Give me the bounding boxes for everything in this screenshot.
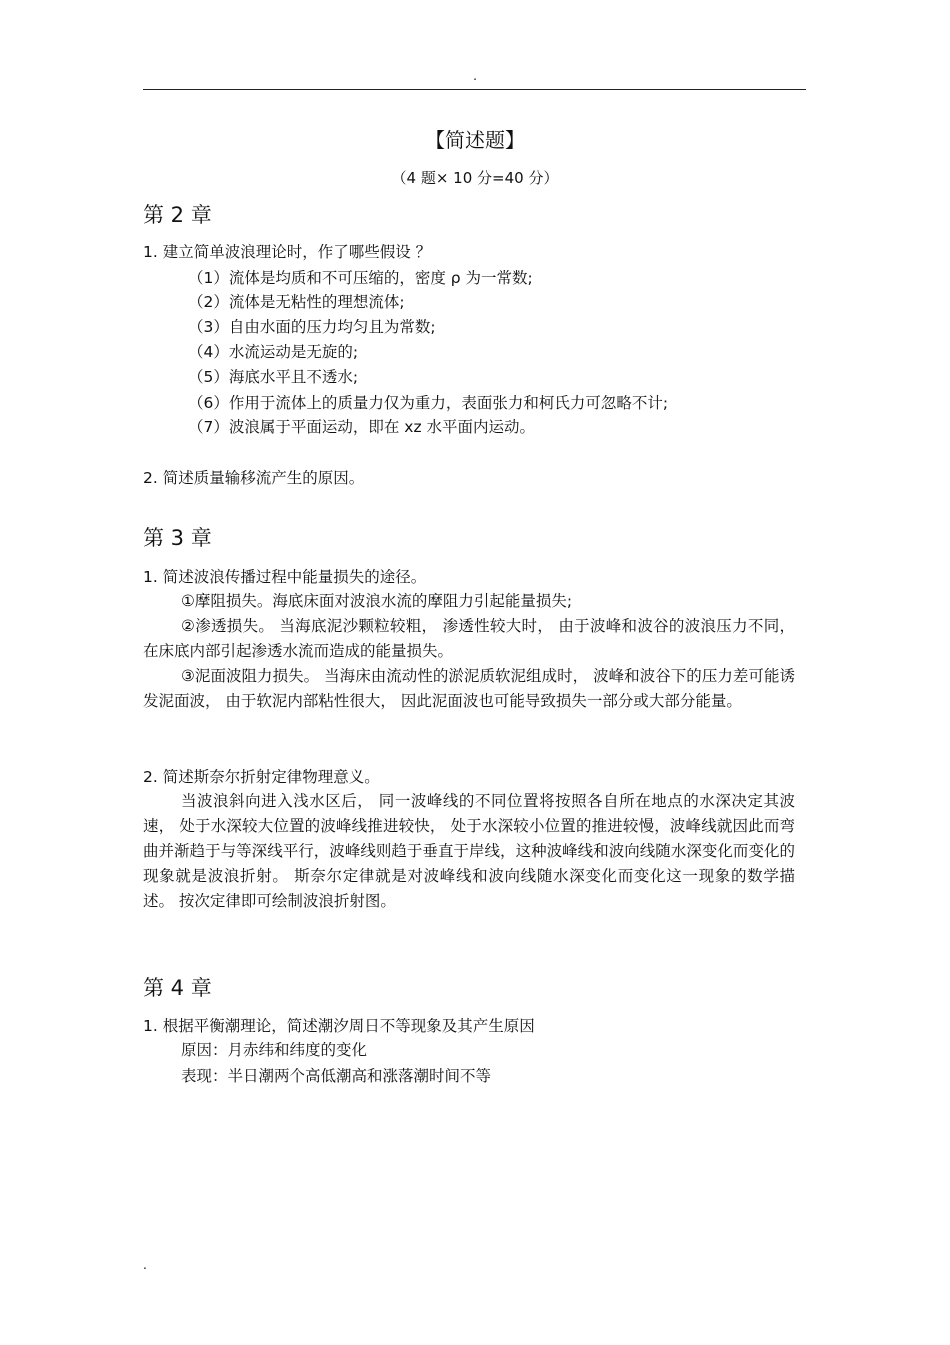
- ch2-q1-item-1: （1）流体是均质和不可压缩的，密度 ρ 为一常数;: [188, 269, 533, 287]
- chapter-3-heading: 第 3 章: [143, 526, 212, 550]
- chapter-3-question-2: 2. 简述斯奈尔折射定律物理意义。: [143, 768, 380, 786]
- ch3-q1-item-2: ②渗透损失。 当海底泥沙颗粒较粗， 渗透性较大时， 由于波峰和波谷的波浪压力不同，在床底内部引起渗透水流而造成的能量损失。: [143, 617, 795, 660]
- ch2-q1-item-2: （2）流体是无粘性的理想流体;: [188, 293, 405, 311]
- ch2-q1-item-7: （7）波浪属于平面运动，即在 xz 水平面内运动。: [188, 418, 536, 436]
- ch2-q1-item-4: （4）水流运动是无旋的;: [188, 343, 359, 361]
- ch3-q1-item-1: ①摩阻损失。海底床面对波浪水流的摩阻力引起能量损失;: [181, 592, 573, 610]
- page-title: 【简述题】: [425, 128, 525, 152]
- chapter-4-question-1: 1. 根据平衡潮理论，简述潮汐周日不等现象及其产生原因: [143, 1017, 535, 1035]
- ch3-q1-item-3: ③泥面波阻力损失。 当海床由流动性的淤泥质软泥组成时， 波峰和波谷下的压力差可能诱发泥面波， 由于软泥内部粘性很大， 因此泥面波也可能导致损失一部分或大部分能量。: [143, 667, 795, 710]
- ch4-q1-cause: 原因：月赤纬和纬度的变化: [181, 1041, 368, 1059]
- ch2-q1-item-3: （3）自由水面的压力均匀且为常数;: [188, 318, 436, 336]
- ch2-q1-item-5: （5）海底水平且不透水;: [188, 368, 359, 386]
- ch3-q2-answer: 当波浪斜向进入浅水区后， 同一波峰线的不同位置将按照各自所在地点的水深决定其波速， 处于水深较大位置的波峰线推进较快， 处于水深较小位置的推进较慢，波峰线就因此而弯曲并渐趋于与等深线平行，波峰线则趋于垂直于岸线，这种波峰线和波向线随水深变化而变化的现象就是波浪折射。 斯奈尔定律就是对波峰线和波向线随水深变化而变化这一现象的数学描述。 按次定律即可绘制波浪折射图。: [143, 792, 795, 910]
- chapter-2-heading: 第 2 章: [143, 203, 212, 227]
- ch2-q1-item-6: （6）作用于流体上的质量力仅为重力，表面张力和柯氏力可忽略不计;: [188, 394, 669, 412]
- header-dot: .: [473, 69, 477, 83]
- ch4-q1-manifestation: 表现：半日潮两个高低潮高和涨落潮时间不等: [181, 1067, 492, 1085]
- chapter-4-heading: 第 4 章: [143, 976, 212, 1000]
- footer-dot: .: [143, 1258, 147, 1272]
- header-rule: [143, 89, 806, 90]
- page-subtitle: （4 题× 10 分=40 分）: [391, 169, 559, 187]
- chapter-3-question-1: 1. 简述波浪传播过程中能量损失的途径。: [143, 568, 427, 586]
- chapter-2-question-2: 2. 简述质量输移流产生的原因。: [143, 469, 365, 487]
- chapter-2-question-1: 1. 建立简单波浪理论时，作了哪些假设 ？: [143, 243, 432, 261]
